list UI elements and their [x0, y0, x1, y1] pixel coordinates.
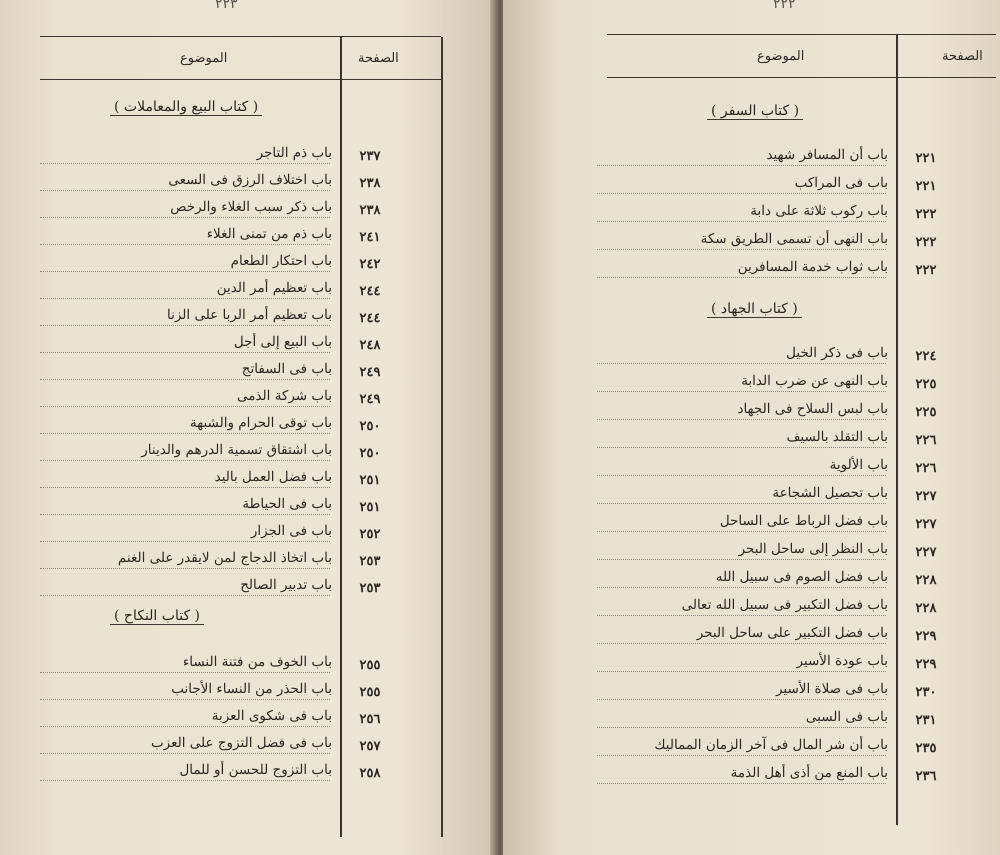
- index-entry: [40, 735, 441, 761]
- entry-page-number: ٢٢٥: [915, 405, 937, 420]
- entry-topic: باب فى السبى: [805, 709, 888, 725]
- index-entry: [40, 226, 441, 252]
- entry-leader-line: [40, 433, 330, 434]
- entry-page-number: ٢٢٧: [915, 545, 937, 560]
- index-entry: [40, 415, 441, 441]
- entry-topic: باب ذم التاجر: [256, 145, 332, 161]
- index-entry: [607, 175, 1000, 201]
- index-entry: [40, 708, 441, 734]
- index-entry: [607, 513, 1000, 539]
- entry-page-number: ٢٢١: [915, 179, 937, 194]
- entry-leader-line: [597, 447, 886, 448]
- entry-topic: باب الألوية: [829, 457, 888, 473]
- section-title-text: ( كتاب الجهاد ): [707, 301, 802, 318]
- section-title: [707, 301, 802, 317]
- left-page-number: ٢٢٣: [215, 0, 238, 12]
- entry-page-number: ٢٢٩: [915, 657, 937, 672]
- left-header-topic: الموضوع: [180, 51, 228, 66]
- entry-page-number: ٢٢٥: [915, 377, 937, 392]
- entry-topic: باب ركوب ثلاثة على دابة: [750, 203, 888, 219]
- entry-page-number: ٢٢٢: [915, 207, 937, 222]
- index-entry: [40, 550, 441, 576]
- entry-page-number: ٢٢١: [915, 151, 937, 166]
- entry-topic: باب ذكر سبب الغلاء والرخص: [170, 199, 332, 215]
- index-entry: [607, 681, 1000, 707]
- entry-topic: باب فى الجزار: [250, 523, 332, 539]
- index-entry: [607, 709, 1000, 735]
- left-page: [0, 0, 497, 855]
- entry-leader-line: [40, 298, 330, 299]
- entry-topic: باب فى فضل التزوج على العزب: [150, 735, 332, 751]
- entry-topic: باب الحذر من النساء الأجانب: [171, 681, 332, 697]
- entry-leader-line: [597, 363, 886, 364]
- index-entry: [607, 231, 1000, 257]
- entry-page-number: ٢٥٣: [359, 554, 381, 569]
- entry-topic: باب أن المسافر شهيد: [766, 147, 888, 163]
- entry-leader-line: [597, 727, 886, 728]
- entry-page-number: ٢٤١: [359, 230, 381, 245]
- index-entry: [607, 485, 1000, 511]
- entry-topic: باب لبس السلاح فى الجهاد: [737, 401, 888, 417]
- entry-leader-line: [40, 163, 330, 164]
- entry-page-number: ٢٢٧: [915, 489, 937, 504]
- entry-topic: باب النهى عن ضرب الدابة: [741, 373, 888, 389]
- section-title-text: ( كتاب السفر ): [707, 103, 803, 120]
- entry-topic: باب فضل التكبير على ساحل البحر: [696, 625, 888, 641]
- entry-leader-line: [597, 559, 886, 560]
- index-entry: [607, 401, 1000, 427]
- entry-page-number: ٢٢٢: [915, 263, 937, 278]
- entry-leader-line: [597, 475, 886, 476]
- index-entry: [40, 199, 441, 225]
- entry-leader-line: [597, 671, 886, 672]
- entry-page-number: ٢٥٨: [359, 766, 381, 781]
- entry-page-number: ٢٤٤: [359, 311, 381, 326]
- entry-leader-line: [597, 643, 886, 644]
- entry-page-number: ٢٤٩: [359, 392, 381, 407]
- entry-topic: باب اتخاذ الدجاج لمن لايقدر على الغنم: [117, 550, 332, 566]
- index-entry: [40, 172, 441, 198]
- entry-topic: باب التزوج للحسن أو للمال: [179, 762, 332, 778]
- entry-leader-line: [597, 615, 886, 616]
- entry-topic: باب فى السفاتج: [241, 361, 332, 377]
- entry-leader-line: [40, 244, 330, 245]
- entry-topic: باب ثواب خدمة المسافرين: [737, 259, 888, 275]
- index-entry: [40, 762, 441, 788]
- entry-leader-line: [40, 487, 330, 488]
- entry-page-number: ٢٣٠: [915, 685, 937, 700]
- entry-leader-line: [40, 568, 330, 569]
- entry-leader-line: [597, 531, 886, 532]
- entry-topic: باب النهى أن تسمى الطريق سكة: [700, 231, 888, 247]
- entry-topic: باب الخوف من فتنة النساء: [182, 654, 332, 670]
- section-title: [110, 99, 262, 115]
- right-page: [503, 0, 1000, 855]
- index-entry: [40, 388, 441, 414]
- entry-leader-line: [40, 753, 330, 754]
- entry-page-number: ٢٤٨: [359, 338, 381, 353]
- section-title-text: ( كتاب النكاح ): [110, 608, 204, 625]
- index-entry: [607, 147, 1000, 173]
- entry-topic: باب تحصيل الشجاعة: [772, 485, 888, 501]
- index-entry: [607, 653, 1000, 679]
- entry-page-number: ٢٣٨: [359, 176, 381, 191]
- entry-leader-line: [40, 699, 330, 700]
- left-index-table: [40, 36, 441, 781]
- entry-topic: باب تدبير الصالح: [240, 577, 332, 593]
- section-title-text: ( كتاب البيع والمعاملات ): [110, 99, 262, 116]
- index-entry: [40, 469, 441, 495]
- entry-leader-line: [597, 277, 886, 278]
- entry-leader-line: [40, 406, 330, 407]
- index-entry: [40, 361, 441, 387]
- index-entry: [607, 259, 1000, 285]
- entry-page-number: ٢٢٨: [915, 601, 937, 616]
- entry-leader-line: [40, 780, 330, 781]
- entry-topic: باب توقى الحرام والشبهة: [190, 415, 332, 431]
- entry-leader-line: [597, 699, 886, 700]
- right-header-topic: الموضوع: [757, 49, 805, 64]
- section-title: [707, 103, 803, 119]
- entry-topic: باب شركة الذمى: [236, 388, 332, 404]
- index-entry: [607, 373, 1000, 399]
- index-entry: [40, 334, 441, 360]
- entry-leader-line: [597, 193, 886, 194]
- entry-page-number: ٢٣١: [915, 713, 937, 728]
- entry-leader-line: [40, 672, 330, 673]
- left-table-header: [40, 37, 441, 80]
- entry-page-number: ٢٥٥: [359, 658, 381, 673]
- entry-leader-line: [597, 755, 886, 756]
- index-entry: [607, 345, 1000, 371]
- entry-leader-line: [597, 503, 886, 504]
- entry-topic: باب البيع إلى أجل: [233, 334, 332, 350]
- index-entry: [40, 681, 441, 707]
- entry-page-number: ٢٢٤: [915, 349, 937, 364]
- entry-leader-line: [40, 352, 330, 353]
- index-entry: [607, 203, 1000, 229]
- entry-topic: باب اختلاف الرزق فى السعى: [168, 172, 332, 188]
- table-border: [441, 37, 443, 837]
- entry-leader-line: [40, 325, 330, 326]
- entry-leader-line: [40, 271, 330, 272]
- entry-page-number: ٢٤٩: [359, 365, 381, 380]
- entry-leader-line: [40, 217, 330, 218]
- entry-page-number: ٢٢٦: [915, 433, 937, 448]
- entry-leader-line: [40, 190, 330, 191]
- right-index-table: [607, 34, 996, 784]
- entry-leader-line: [40, 726, 330, 727]
- index-entry: [40, 577, 441, 603]
- right-header-page: الصفحة: [942, 49, 983, 64]
- entry-page-number: ٢٥٥: [359, 685, 381, 700]
- right-page-number: ٢٢٢: [773, 0, 796, 12]
- entry-leader-line: [597, 419, 886, 420]
- entry-topic: باب فى الحياطة: [242, 496, 332, 512]
- entry-topic: باب المنع من أذى أهل الذمة: [730, 765, 888, 781]
- entry-leader-line: [597, 221, 886, 222]
- entry-topic: باب فى ذكر الخيل: [786, 345, 888, 361]
- entry-page-number: ٢٣٦: [915, 769, 937, 784]
- entry-topic: باب عودة الأسير: [796, 653, 888, 669]
- entry-page-number: ٢٥١: [359, 500, 381, 515]
- entry-leader-line: [597, 165, 886, 166]
- index-entry: [40, 307, 441, 333]
- entry-page-number: ٢٤٤: [359, 284, 381, 299]
- index-entry: [40, 280, 441, 306]
- entry-page-number: ٢٢٨: [915, 573, 937, 588]
- entry-page-number: ٢٢٩: [915, 629, 937, 644]
- entry-leader-line: [40, 595, 330, 596]
- entry-leader-line: [40, 514, 330, 515]
- index-entry: [40, 523, 441, 549]
- entry-page-number: ٢٥٢: [359, 527, 381, 542]
- entry-page-number: ٢٥٠: [359, 419, 381, 434]
- section-title: [110, 608, 204, 624]
- entry-topic: باب فضل الصوم فى سبيل الله: [715, 569, 888, 585]
- index-entry: [607, 569, 1000, 595]
- index-entry: [607, 597, 1000, 623]
- entry-page-number: ٢٥١: [359, 473, 381, 488]
- entry-leader-line: [40, 379, 330, 380]
- index-entry: [607, 765, 1000, 791]
- index-entry: [607, 429, 1000, 455]
- entry-topic: باب فى شكوى العزبة: [211, 708, 332, 724]
- entry-topic: باب احتكار الطعام: [230, 253, 332, 269]
- entry-page-number: ٢٢٢: [915, 235, 937, 250]
- entry-page-number: ٢٣٨: [359, 203, 381, 218]
- entry-leader-line: [597, 391, 886, 392]
- entry-page-number: ٢٥٦: [359, 712, 381, 727]
- entry-leader-line: [40, 460, 330, 461]
- entry-topic: باب التقلد بالسيف: [786, 429, 888, 445]
- entry-topic: باب فى المراكب: [794, 175, 888, 191]
- entry-leader-line: [40, 541, 330, 542]
- index-entry: [607, 541, 1000, 567]
- index-entry: [607, 457, 1000, 483]
- index-entry: [40, 145, 441, 171]
- left-header-page: الصفحة: [358, 51, 399, 66]
- entry-page-number: ٢٤٢: [359, 257, 381, 272]
- entry-leader-line: [597, 587, 886, 588]
- entry-page-number: ٢٥٠: [359, 446, 381, 461]
- entry-topic: باب فضل الرباط على الساحل: [719, 513, 888, 529]
- entry-topic: باب أن شر المال فى آخر الزمان المماليك: [654, 737, 888, 753]
- entry-topic: باب فضل العمل باليد: [214, 469, 332, 485]
- entry-topic: باب فى صلاة الأسير: [775, 681, 888, 697]
- right-table-header: [607, 35, 996, 78]
- entry-page-number: ٢٣٥: [915, 741, 937, 756]
- index-entry: [607, 737, 1000, 763]
- entry-leader-line: [597, 783, 886, 784]
- index-entry: [40, 253, 441, 279]
- index-entry: [40, 496, 441, 522]
- entry-topic: باب اشتقاق تسمية الدرهم والدينار: [141, 442, 332, 458]
- entry-topic: باب تعظيم أمر الربا على الزنا: [166, 307, 332, 323]
- index-entry: [40, 654, 441, 680]
- entry-page-number: ٢٢٦: [915, 461, 937, 476]
- entry-page-number: ٢٢٧: [915, 517, 937, 532]
- entry-page-number: ٢٣٧: [359, 149, 381, 164]
- entry-page-number: ٢٥٧: [359, 739, 381, 754]
- index-entry: [607, 625, 1000, 651]
- entry-page-number: ٢٥٣: [359, 581, 381, 596]
- entry-topic: باب النظر إلى ساحل البحر: [738, 541, 888, 557]
- entry-topic: باب تعظيم أمر الدين: [216, 280, 332, 296]
- entry-topic: باب ذم من تمنى الغلاء: [206, 226, 332, 242]
- index-entry: [40, 442, 441, 468]
- entry-leader-line: [597, 249, 886, 250]
- entry-topic: باب فضل التكبير فى سبيل الله تعالى: [681, 597, 888, 613]
